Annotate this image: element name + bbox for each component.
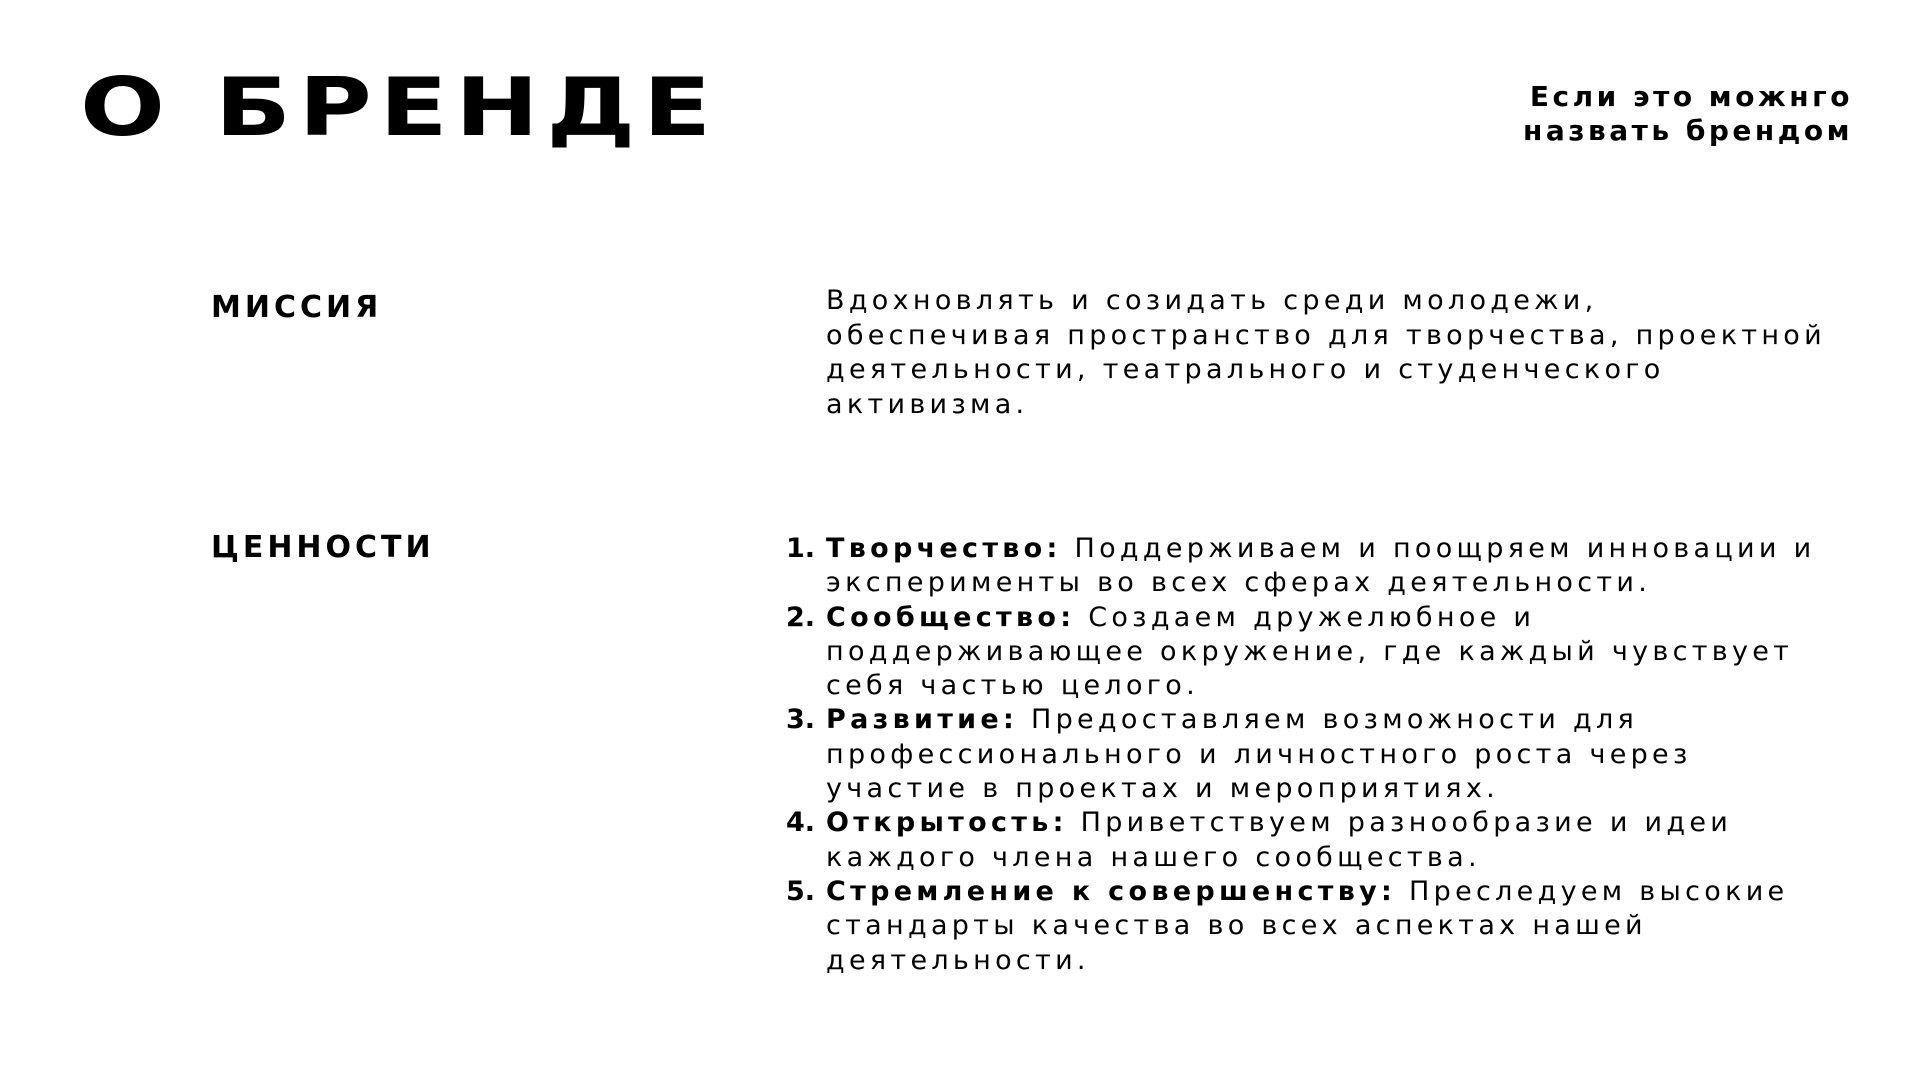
mission-label: МИССИЯ xyxy=(211,290,383,325)
list-item-body xyxy=(826,875,1836,978)
list-item-body xyxy=(826,703,1836,806)
value-item-development xyxy=(786,703,1836,806)
value-item-openness xyxy=(786,806,1836,875)
list-item-number: 2. xyxy=(786,601,816,633)
values-list xyxy=(786,532,1836,978)
list-item-text: Преследуем высокие стандарты качества во всех аспектах нашей деятельности. xyxy=(826,875,1789,976)
mission-text: Вдохновлять и созидать среди молодежи, обеспечивая пространство для творчества, проектной деятельности, театрального и студенческого активизма. xyxy=(826,285,1826,420)
value-item-community xyxy=(786,601,1836,704)
list-item-text: Создаем дружелюбное и поддерживающее окружение, где каждый чувствует себя частью целого. xyxy=(826,601,1794,702)
list-item-title: Творчество: xyxy=(826,533,1062,564)
list-item-body xyxy=(826,806,1836,875)
list-item-body xyxy=(826,532,1836,601)
list-item-number: 4. xyxy=(786,807,816,839)
value-item-excellence xyxy=(786,875,1836,978)
list-item-text: Поддерживаем и поощряем инновации и эксперименты во всех сферах деятельности. xyxy=(826,533,1816,599)
list-item-number: 3. xyxy=(786,704,816,736)
page-title: О БРЕНДЕ xyxy=(80,61,719,154)
list-item-title: Сообщество: xyxy=(826,601,1076,633)
values-label: ЦЕННОСТИ xyxy=(211,530,435,565)
list-item-title: Развитие: xyxy=(826,704,1019,736)
list-item-title: Открытость: xyxy=(826,807,1068,839)
list-item-title: Стремление к совершенству: xyxy=(826,875,1397,907)
list-item-number: 1. xyxy=(786,533,816,564)
page-subtitle xyxy=(1453,80,1853,148)
value-item-creativity xyxy=(786,532,1836,601)
list-item-number: 5. xyxy=(786,875,816,907)
list-item-body xyxy=(826,601,1836,704)
subtitle-line: Если это можнго xyxy=(1529,80,1853,113)
subtitle-line: назвать брендом xyxy=(1523,114,1853,147)
list-item-text: Предоставляем возможности для профессионального и личностного роста через участие в проектах и мероприятиях. xyxy=(826,704,1692,805)
list-item-text: Приветствуем разнообразие и идеи каждого члена нашего сообщества. xyxy=(826,807,1733,873)
